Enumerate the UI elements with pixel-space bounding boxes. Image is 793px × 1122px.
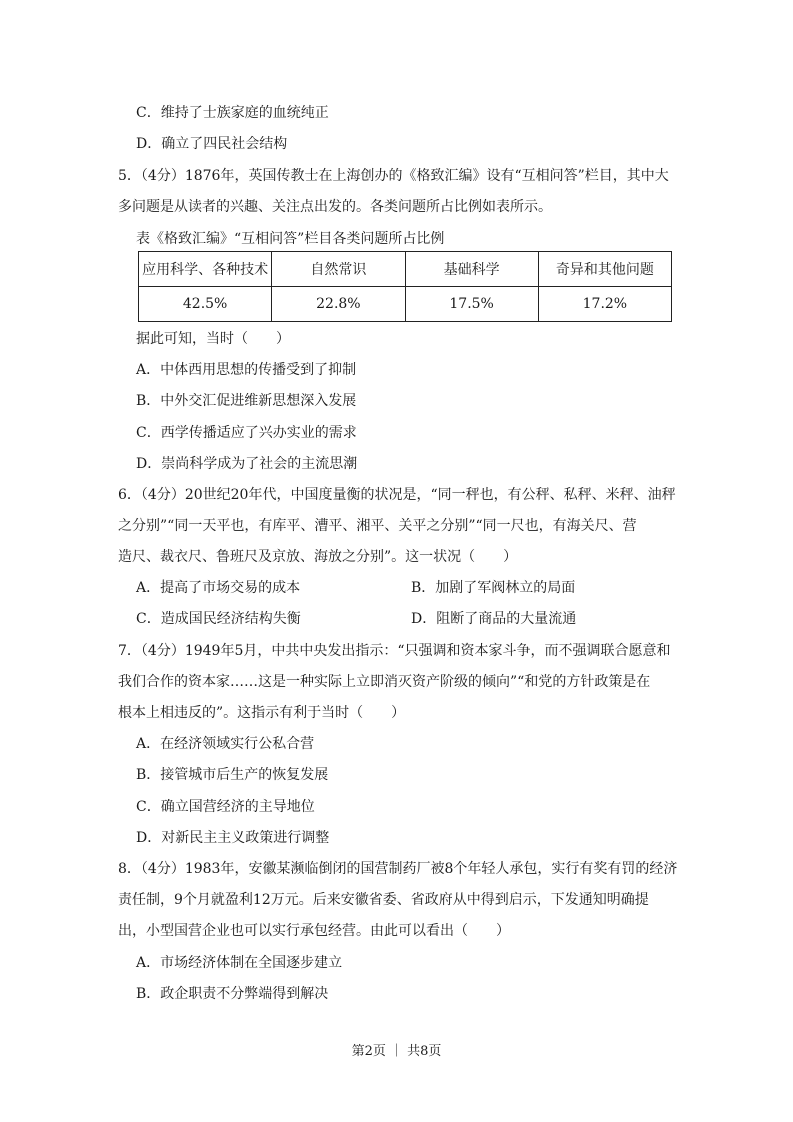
table-header-cell: 自然常识 xyxy=(272,252,405,287)
table-row xyxy=(139,287,672,322)
q6-stem-line-1: 6．（4分）20世纪20年代，中国度量衡的状况是，“同一秤也，有公秤、私秤、米秤、油秤 xyxy=(118,487,676,503)
q5-option-d: D．崇尚科学成为了社会的主流思潮 xyxy=(136,456,358,472)
q5-option-b: B．中外交汇促进维新思想深入发展 xyxy=(136,393,357,409)
q8-stem-line-2: 责任制，9个月就盈利12万元。后来安徽省委、省政府从中得到启示，下发通知明确提 xyxy=(118,892,649,908)
page-footer: 第2页 ｜ 共8页 xyxy=(351,1044,442,1059)
q6-stem-line-2: 之分别”“同一天平也，有库平、漕平、湘平、关平之分别”“同一尺也，有海关尺、营 xyxy=(118,518,637,534)
q7-option-b: B．接管城市后生产的恢复发展 xyxy=(136,767,329,783)
q7-stem-line-2: 我们合作的资本家……这是一种实际上立即消灭资产阶级的倾向”“和党的方针政策是在 xyxy=(118,674,651,690)
q4-option-c: C．维持了士族家庭的血统纯正 xyxy=(136,105,329,121)
q7-stem-line-1: 7．（4分）1949年5月，中共中央发出指示：“只强调和资本家斗争，而不强调联合愿意和 xyxy=(118,643,671,659)
table-header-cell: 奇异和其他问题 xyxy=(538,252,671,287)
q5-option-c: C．西学传播适应了兴办实业的需求 xyxy=(136,425,357,441)
q6-option-d: D．阻断了商品的大量流通 xyxy=(411,611,577,627)
table-cell: 17.2% xyxy=(538,287,671,322)
q6-stem-line-3: 造尺、裁衣尺、鲁班尺及京放、海放之分别”。这一状况（ ） xyxy=(118,549,518,565)
table-header-cell: 基础科学 xyxy=(405,252,538,287)
q5-question: 据此可知，当时（ ） xyxy=(136,331,290,347)
table-header-cell: 应用科学、各种技术 xyxy=(139,252,272,287)
table-cell: 22.8% xyxy=(272,287,405,322)
q7-option-d: D．对新民主主义政策进行调整 xyxy=(136,830,330,846)
q5-table xyxy=(138,251,672,322)
q6-option-c: C．造成国民经济结构失衡 xyxy=(136,611,301,627)
q8-option-a: A．市场经济体制在全国逐步建立 xyxy=(136,955,343,971)
q5-stem-line-1: 5．（4分）1876年，英国传教士在上海创办的《格致汇编》设有“互相问答”栏目，其中大 xyxy=(118,168,669,184)
q5-table-caption: 表《格致汇编》“互相问答”栏目各类问题所占比例 xyxy=(136,231,445,247)
q7-option-c: C．确立国营经济的主导地位 xyxy=(136,799,315,815)
q5-stem-line-2: 多问题是从读者的兴趣、关注点出发的。各类问题所占比例如表所示。 xyxy=(118,199,552,215)
table-cell: 42.5% xyxy=(139,287,272,322)
q8-option-b: B．政企职责不分弊端得到解决 xyxy=(136,986,329,1002)
q7-option-a: A．在经济领域实行公私合营 xyxy=(136,736,315,752)
q6-option-a: A．提高了市场交易的成本 xyxy=(136,580,301,596)
q8-stem-line-1: 8．（4分）1983年，安徽某濒临倒闭的国营制药厂被8个年轻人承包，实行有奖有罚的经济 xyxy=(118,861,678,877)
q6-option-b: B．加剧了军阀林立的局面 xyxy=(411,580,576,596)
q8-stem-line-3: 出，小型国营企业也可以实行承包经营。由此可以看出（ ） xyxy=(118,923,510,939)
table-cell: 17.5% xyxy=(405,287,538,322)
q5-option-a: A．中体西用思想的传播受到了抑制 xyxy=(136,362,357,378)
q7-stem-line-3: 根本上相违反的”。这指示有利于当时（ ） xyxy=(118,705,406,721)
table-header-row xyxy=(139,252,672,287)
q4-option-d: D．确立了四民社会结构 xyxy=(136,136,288,152)
